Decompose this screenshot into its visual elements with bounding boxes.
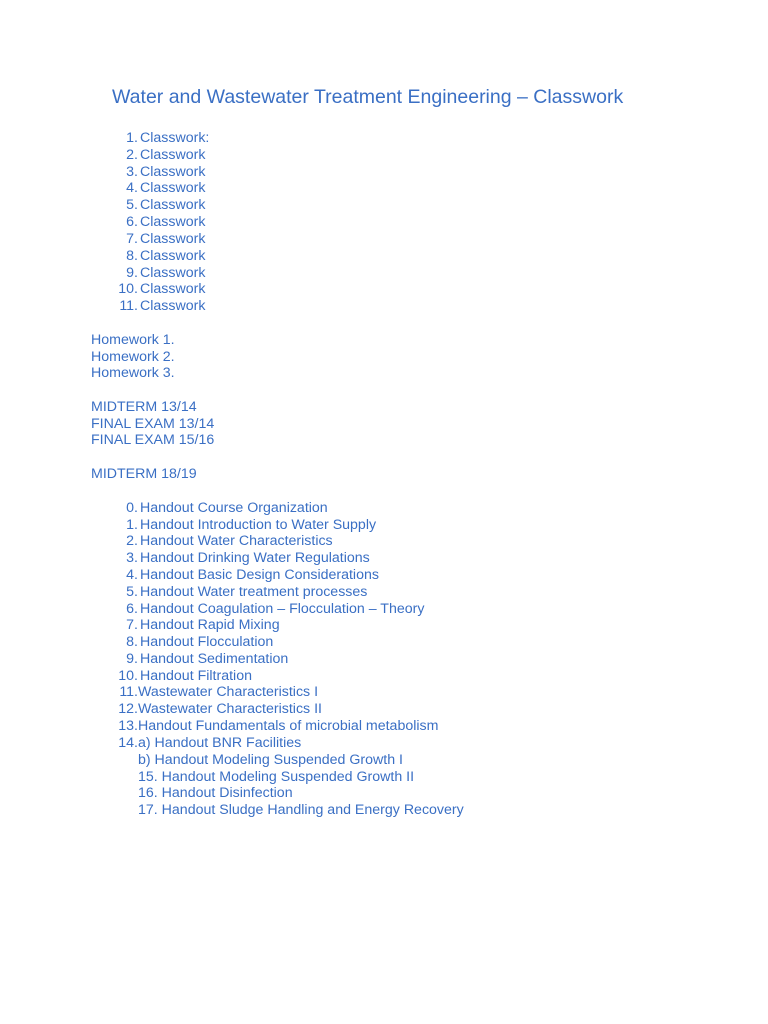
item-number: 10. xyxy=(118,281,138,297)
item-number: 4. xyxy=(126,567,138,583)
item-label: Handout Fundamentals of microbial metabolism xyxy=(138,718,439,734)
item-label: Handout Basic Design Considerations xyxy=(140,567,379,583)
item-label: Handout Water treatment processes xyxy=(140,584,368,600)
item-number: 12. xyxy=(118,701,138,717)
item-number: 8. xyxy=(126,248,138,264)
item-label: Classwork xyxy=(140,281,206,297)
item-label: Wastewater Characteristics I xyxy=(138,684,319,700)
item-label: Classwork xyxy=(140,180,206,196)
item-label: Handout Sedimentation xyxy=(140,651,289,667)
item-number: 1. xyxy=(126,130,138,146)
item-number: 6. xyxy=(126,601,138,617)
item-number: 7. xyxy=(126,231,138,247)
item-number: 10. xyxy=(118,668,138,684)
item-number: 7. xyxy=(126,617,138,633)
item-number: 9. xyxy=(126,265,138,281)
item-label: Handout Course Organization xyxy=(140,500,328,516)
page-title: Water and Wastewater Treatment Engineering – Classwork xyxy=(112,86,624,108)
item-number: 2. xyxy=(126,147,138,163)
item-label: Classwork xyxy=(140,248,206,264)
item-label: Handout Drinking Water Regulations xyxy=(140,550,370,566)
list-item[interactable]: b) Handout Modeling Suspended Growth I xyxy=(138,752,403,768)
item-number: 5. xyxy=(126,197,138,213)
item-number: 14. xyxy=(118,735,138,751)
item-number: 3. xyxy=(126,164,138,180)
item-label: Wastewater Characteristics II xyxy=(138,701,322,717)
item-number: 3. xyxy=(126,550,138,566)
item-number: 11. xyxy=(119,684,138,700)
item-number: 5. xyxy=(126,584,138,600)
item-number: 9. xyxy=(126,651,138,667)
item-label: Handout Filtration xyxy=(140,668,252,684)
homework-link[interactable]: Homework 2. xyxy=(91,349,175,365)
item-label: a) Handout BNR Facilities xyxy=(138,735,302,751)
item-number: 4. xyxy=(126,180,138,196)
list-item[interactable]: 17. Handout Sludge Handling and Energy Recovery xyxy=(138,802,464,818)
item-number: 8. xyxy=(126,634,138,650)
homework-link[interactable]: Homework 3. xyxy=(91,365,175,381)
item-label: Classwork xyxy=(140,197,206,213)
list-item[interactable]: 16. Handout Disinfection xyxy=(138,785,293,801)
item-label: Handout Rapid Mixing xyxy=(140,617,280,633)
item-label: Classwork xyxy=(140,147,206,163)
item-label: Handout Coagulation – Flocculation – Theory xyxy=(140,601,425,617)
item-number: 0. xyxy=(126,500,138,516)
item-label: Classwork xyxy=(140,265,206,281)
exam-link[interactable]: MIDTERM 13/14 xyxy=(91,399,197,415)
item-label: Handout Water Characteristics xyxy=(140,533,333,549)
homework-link[interactable]: Homework 1. xyxy=(91,332,175,348)
item-number: 2. xyxy=(126,533,138,549)
item-label: Classwork: xyxy=(140,130,210,146)
item-label: Classwork xyxy=(140,164,206,180)
item-number: 1. xyxy=(126,517,138,533)
item-label: Handout Flocculation xyxy=(140,634,274,650)
item-label: Classwork xyxy=(140,231,206,247)
item-number: 13. xyxy=(118,718,138,734)
item-number: 11. xyxy=(119,298,138,314)
item-label: Classwork xyxy=(140,214,206,230)
exam-link[interactable]: FINAL EXAM 13/14 xyxy=(91,416,215,432)
exam-link[interactable]: FINAL EXAM 15/16 xyxy=(91,432,215,448)
midterm-1819-link[interactable]: MIDTERM 18/19 xyxy=(91,466,197,482)
item-label: Handout Introduction to Water Supply xyxy=(140,517,377,533)
list-item[interactable]: 15. Handout Modeling Suspended Growth II xyxy=(138,769,415,785)
item-label: Classwork xyxy=(140,298,206,314)
item-number: 6. xyxy=(126,214,138,230)
